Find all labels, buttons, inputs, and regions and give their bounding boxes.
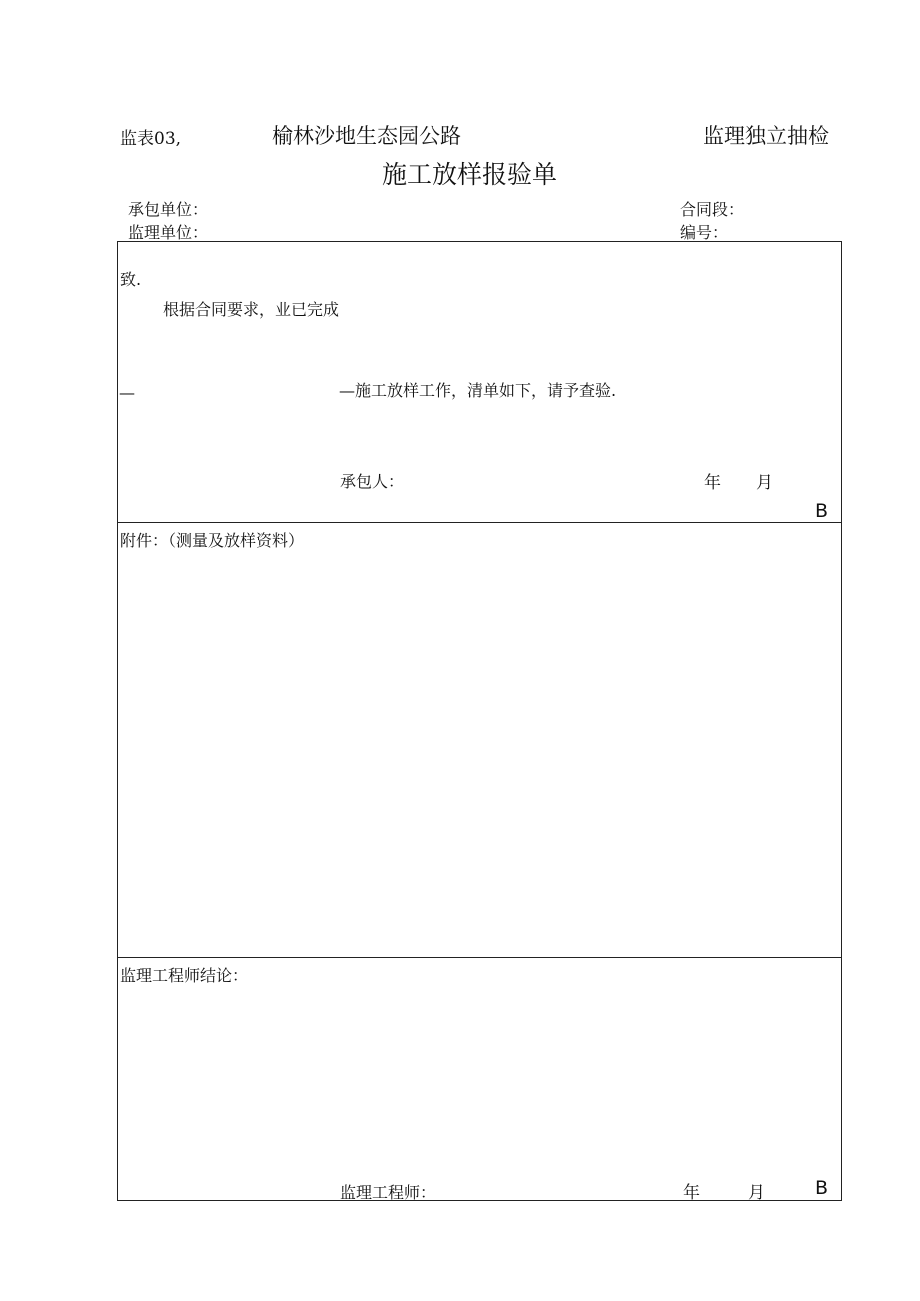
statement-line-2: —施工放样工作，清单如下，请予查验. bbox=[339, 381, 617, 400]
engineer-day-label: B bbox=[815, 1177, 829, 1199]
number-label: 编号： bbox=[680, 223, 729, 242]
contractor-label: 承包单位： bbox=[128, 200, 209, 219]
engineer-signer-label: 监理工程师： bbox=[340, 1183, 437, 1202]
contractor-day-label: B bbox=[815, 500, 829, 522]
contract-section-label: 合同段： bbox=[680, 200, 745, 219]
project-name: 榆林沙地生态园公路 bbox=[272, 124, 461, 148]
engineer-month-label: 月 bbox=[748, 1183, 765, 1203]
check-type: 监理独立抽检 bbox=[703, 124, 829, 148]
addressee: 致. bbox=[120, 270, 142, 289]
engineer-conclusion-label: 监理工程师结论： bbox=[120, 966, 249, 985]
section-divider-2 bbox=[117, 957, 842, 958]
page-title: 施工放样报验单 bbox=[382, 160, 558, 189]
statement-line-1: 根据合同要求，业已完成 bbox=[163, 300, 340, 319]
section-divider-1 bbox=[117, 522, 842, 523]
contractor-year-label: 年 bbox=[704, 473, 721, 493]
contractor-signer-label: 承包人： bbox=[340, 472, 405, 491]
attachment-label: 附件：（测量及放样资料） bbox=[120, 531, 305, 550]
blank-dash: — bbox=[119, 383, 135, 402]
contractor-month-label: 月 bbox=[756, 473, 773, 493]
form-code: 监表03, bbox=[120, 129, 182, 149]
engineer-year-label: 年 bbox=[683, 1183, 700, 1203]
supervisor-label: 监理单位： bbox=[128, 223, 209, 242]
